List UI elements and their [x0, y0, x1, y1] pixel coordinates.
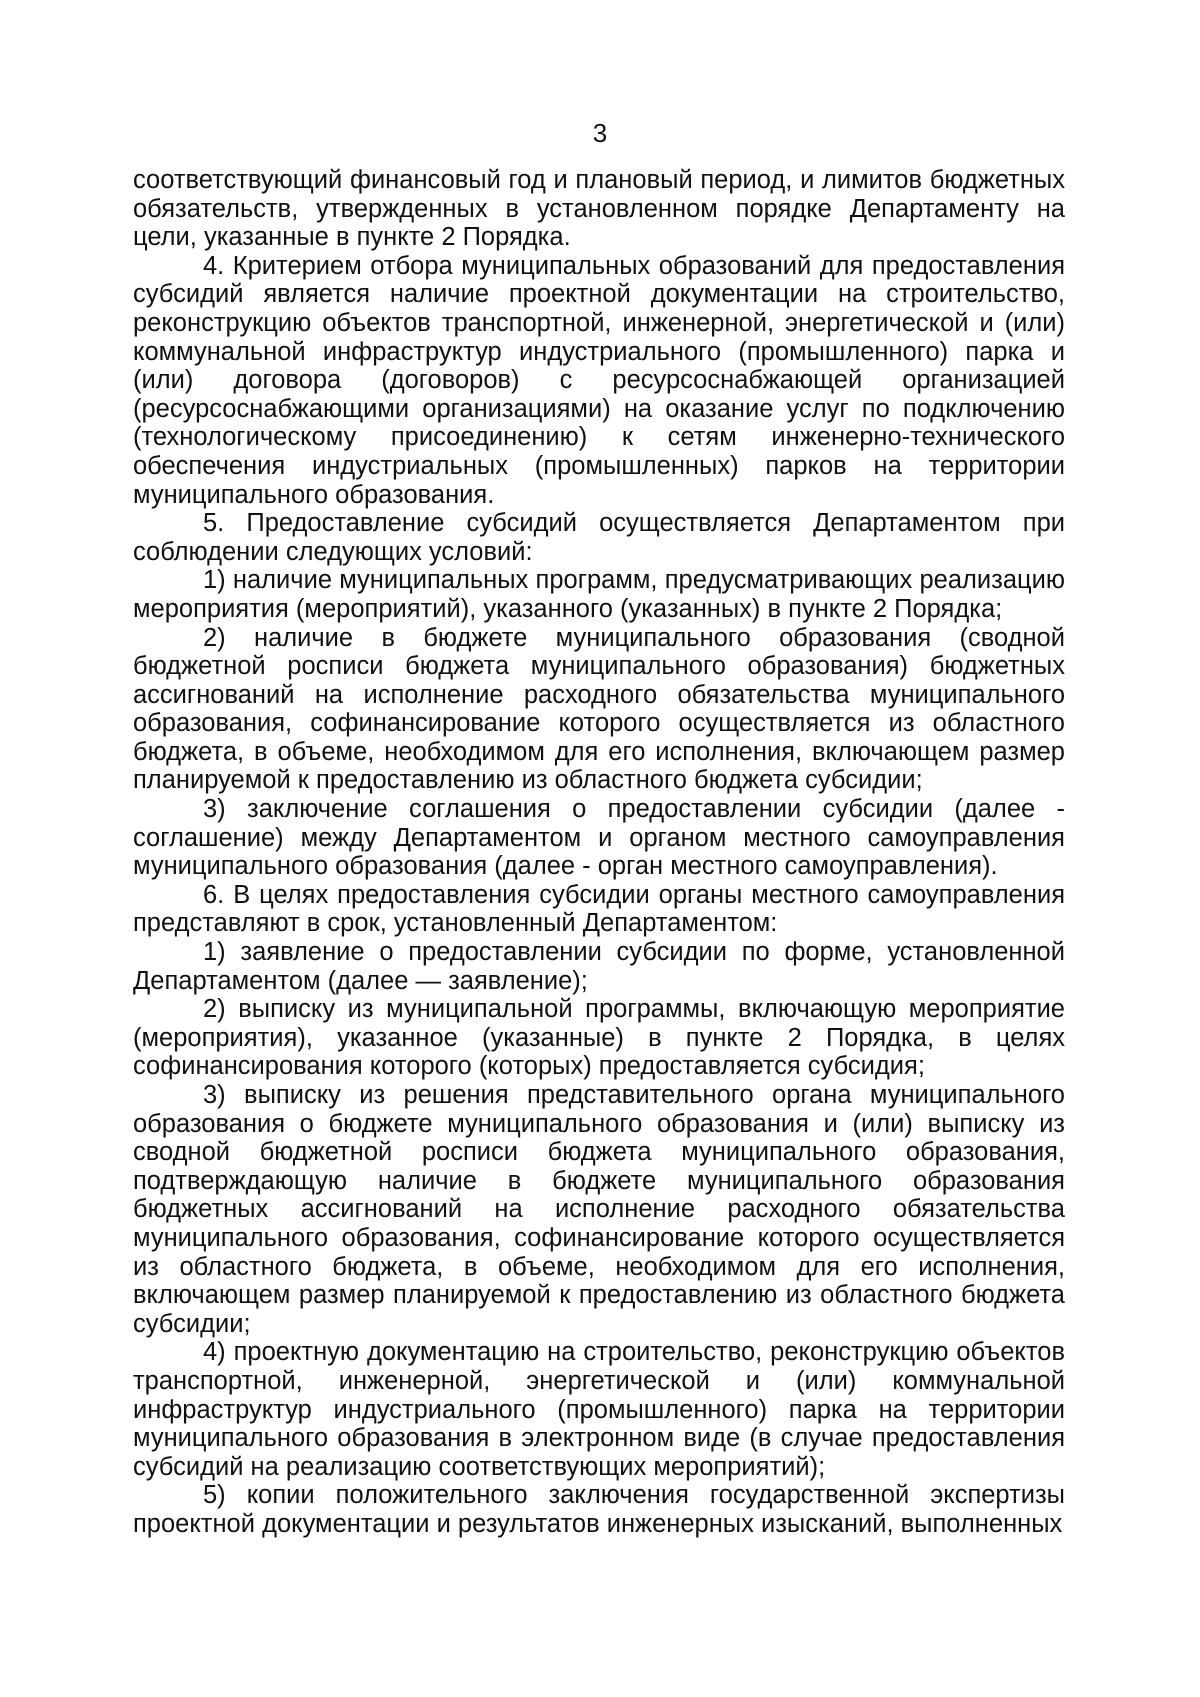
paragraph-document-3: 3) выписку из решения представительного органа муниципального образования о бюджете муниципального образования и (или) выписку из сводной бюджетной росписи бюджета муниципального образования, подтверждающую наличие в бюджете муниципального образования бюджетных ассигнований на исполнение расходного обязательства муниципального образования, софинансирование которого осуществляется из областного бюджета, в объеме, необходимом для его исполнения, включающем размер планируемой к предоставлению из областного бюджета субсидии;: [133, 1081, 1065, 1338]
paragraph-document-4: 4) проектную документацию на строительство, реконструкцию объектов транспортной, инженерной, энергетической и (или) коммунальной инфраструктур индустриального (промышленного) парка на территории муниципального образования в электронном виде (в случае предоставления субсидий на реализацию соответствующих мероприятий);: [133, 1338, 1065, 1481]
paragraph-condition-1: 1) наличие муниципальных программ, предусматривающих реализацию мероприятия (мероприятий), указанного (указанных) в пункте 2 Порядка;: [133, 566, 1065, 623]
paragraph-item-4-selection-criterion: 4. Критерием отбора муниципальных образований для предоставления субсидий является наличие проектной документации на строительство, реконструкцию объектов транспортной, инженерной, энергетической и (или) коммунальной инфраструктур индустриального (промышленного) парка и (или) договора (договоров) с ресурсоснабжающей организацией (ресурсоснабжающими организациями) на оказание услуг по подключению (технологическому присоединению) к сетям инженерно-технического обеспечения индустриальных (промышленных) парков на территории муниципального образования.: [133, 251, 1065, 509]
page-number: 3: [592, 118, 608, 148]
paragraph-document-5: 5) копии положительного заключения государственной экспертизы проектной документации и результатов инженерных изысканий, выполненных: [133, 1481, 1065, 1538]
paragraph-item-5-conditions: 5. Предоставление субсидий осуществляется Департаментом при соблюдении следующих условий:: [133, 509, 1065, 566]
paragraph-continuation: соответствующий финансовый год и плановый период, и лимитов бюджетных обязательств, утвержденных в установленном порядке Департаменту на цели, указанные в пункте 2 Порядка.: [133, 166, 1065, 252]
paragraph-condition-3: 3) заключение соглашения о предоставлении субсидии (далее - соглашение) между Департаментом и органом местного самоуправления муниципального образования (далее - орган местного самоуправления).: [133, 795, 1065, 881]
paragraph-condition-2: 2) наличие в бюджете муниципального образования (сводной бюджетной росписи бюджета муниципального образования) бюджетных ассигнований на исполнение расходного обязательства муниципального образования, софинансирование которого осуществляется из областного бюджета, в объеме, необходимом для его исполнения, включающем размер планируемой к предоставлению из областного бюджета субсидии;: [133, 623, 1065, 795]
paragraph-document-2: 2) выписку из муниципальной программы, включающую мероприятие (мероприятия), указанное (указанные) в пункте 2 Порядка, в целях софинансирования которого (которых) предоставляется субсидия;: [133, 995, 1065, 1081]
paragraph-document-1: 1) заявление о предоставлении субсидии по форме, установленной Департаментом (далее — заявление);: [133, 938, 1065, 995]
document-body: [133, 166, 1065, 1539]
paragraph-item-6-documents: 6. В целях предоставления субсидии органы местного самоуправления представляют в срок, установленный Департаментом:: [133, 880, 1065, 938]
